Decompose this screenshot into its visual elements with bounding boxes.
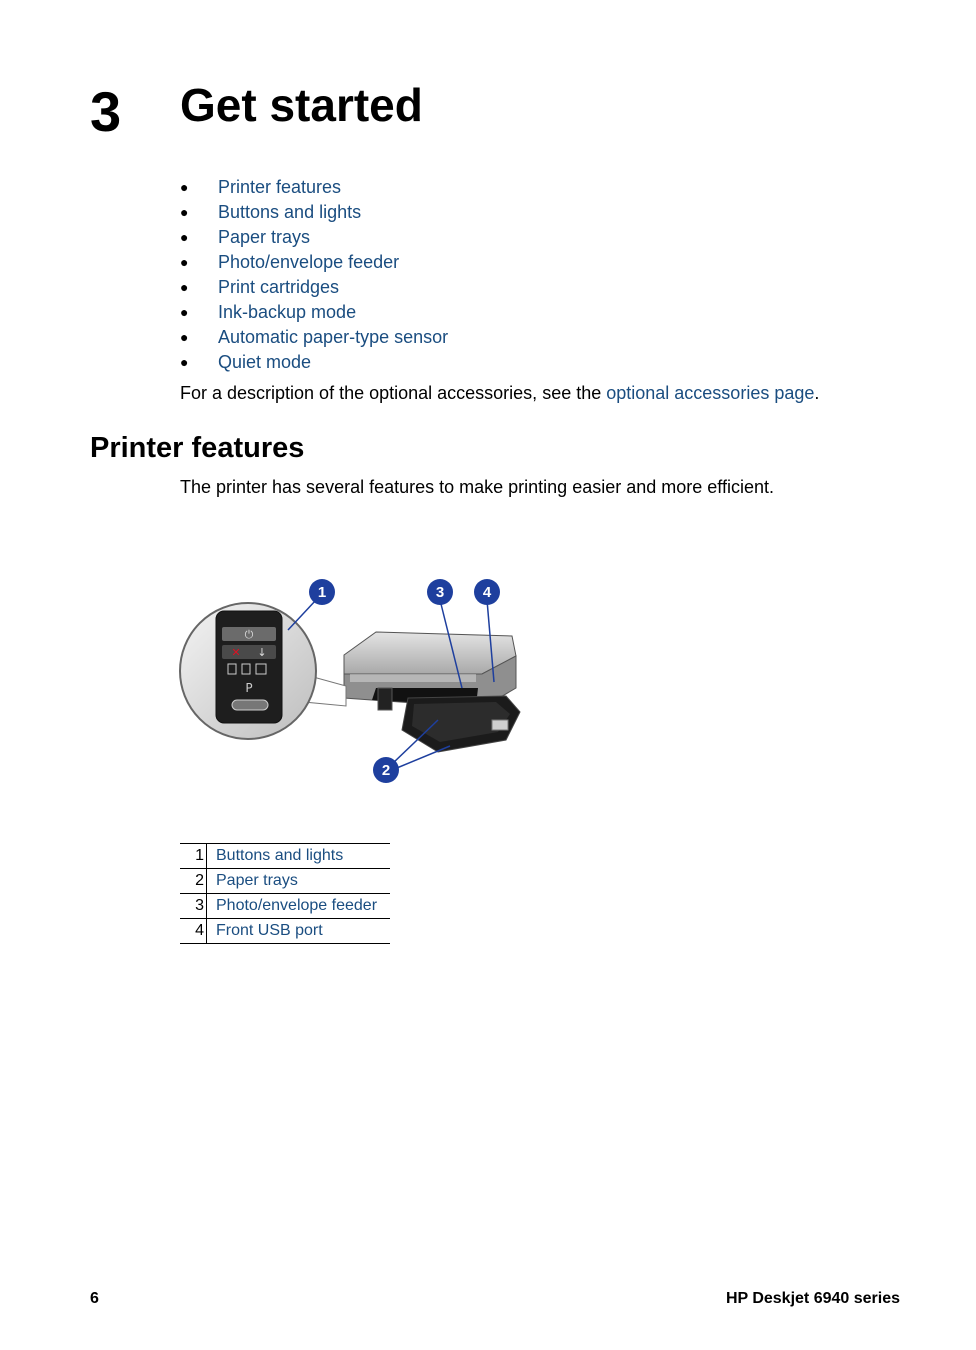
product-name: HP Deskjet 6940 series [725, 1290, 900, 1307]
svg-text:↓: ↓ [257, 646, 267, 659]
table-row [180, 894, 390, 919]
legend-cell [207, 919, 391, 944]
toc-link-print-cartridges[interactable]: Print cartridges [218, 277, 340, 297]
toc-link-paper-trays[interactable]: Paper trays [218, 227, 311, 247]
legend-number: 3 [180, 894, 207, 919]
list-item [180, 300, 448, 325]
legend-link-buttons-and-lights[interactable]: Buttons and lights [216, 847, 344, 864]
toc-link-ink-backup-mode[interactable]: Ink-backup mode [218, 302, 357, 322]
bullet: ● [180, 204, 189, 220]
table-row [180, 844, 390, 869]
list-item [180, 175, 448, 200]
bullet: ● [180, 229, 189, 245]
table-row [180, 869, 390, 894]
legend-cell [207, 894, 391, 919]
chapter-title: Get started [180, 79, 423, 131]
svg-text:1: 1 [317, 584, 327, 601]
bullet: ● [180, 254, 189, 270]
toc-link-photo-envelope-feeder[interactable]: Photo/envelope feeder [218, 252, 400, 272]
callout-1 [309, 579, 335, 605]
table-row [180, 919, 390, 944]
control-panel-magnifier [180, 603, 316, 739]
callout-4 [474, 579, 500, 605]
section-text: The printer has several features to make printing easier and more efficient. [180, 477, 774, 497]
bullet: ● [180, 304, 189, 320]
bullet: ● [180, 179, 189, 195]
bullet: ● [180, 279, 189, 295]
svg-text:2: 2 [381, 762, 391, 779]
list-item [180, 325, 448, 350]
svg-text:⏻: ⏻ [244, 628, 254, 641]
list-item [180, 250, 448, 275]
legend-link-photo-envelope-feeder[interactable]: Photo/envelope feeder [216, 897, 378, 914]
legend-number: 1 [180, 844, 207, 869]
list-item [180, 225, 448, 250]
list-item [180, 350, 448, 375]
toc-link-buttons-and-lights[interactable]: Buttons and lights [218, 202, 362, 222]
intro-text: For a description of the optional accessories, see the [180, 383, 607, 403]
section-title: Printer features [90, 432, 305, 464]
callout-3 [427, 579, 453, 605]
chapter-number: 3 [90, 80, 122, 143]
toc-link-automatic-paper-type-sensor[interactable]: Automatic paper-type sensor [218, 327, 449, 347]
bullet: ● [180, 329, 189, 345]
toc-link-printer-features[interactable]: Printer features [218, 177, 342, 197]
svg-text:3: 3 [435, 584, 445, 601]
toc-link-quiet-mode[interactable]: Quiet mode [218, 352, 312, 372]
legend-number: 4 [180, 919, 207, 944]
paper-tray [402, 696, 520, 752]
legend-link-front-usb-port[interactable]: Front USB port [216, 922, 323, 939]
bullet: ● [180, 354, 189, 370]
legend-link-paper-trays[interactable]: Paper trays [216, 872, 298, 889]
figure-legend-table [180, 843, 390, 944]
printer-illustration [176, 570, 536, 790]
legend-cell [207, 844, 391, 869]
legend-cell [207, 869, 391, 894]
intro-suffix: . [814, 383, 820, 403]
list-item [180, 200, 448, 225]
list-item [180, 275, 448, 300]
callout-2 [373, 757, 399, 783]
intro-paragraph [180, 381, 819, 405]
toc-list [180, 175, 448, 375]
svg-text:✕: ✕ [231, 646, 241, 659]
optional-accessories-link[interactable]: optional accessories page [606, 383, 815, 403]
page-number: 6 [90, 1290, 99, 1307]
legend-number: 2 [180, 869, 207, 894]
svg-text:4: 4 [482, 584, 492, 601]
panel-letter: P [245, 681, 253, 695]
